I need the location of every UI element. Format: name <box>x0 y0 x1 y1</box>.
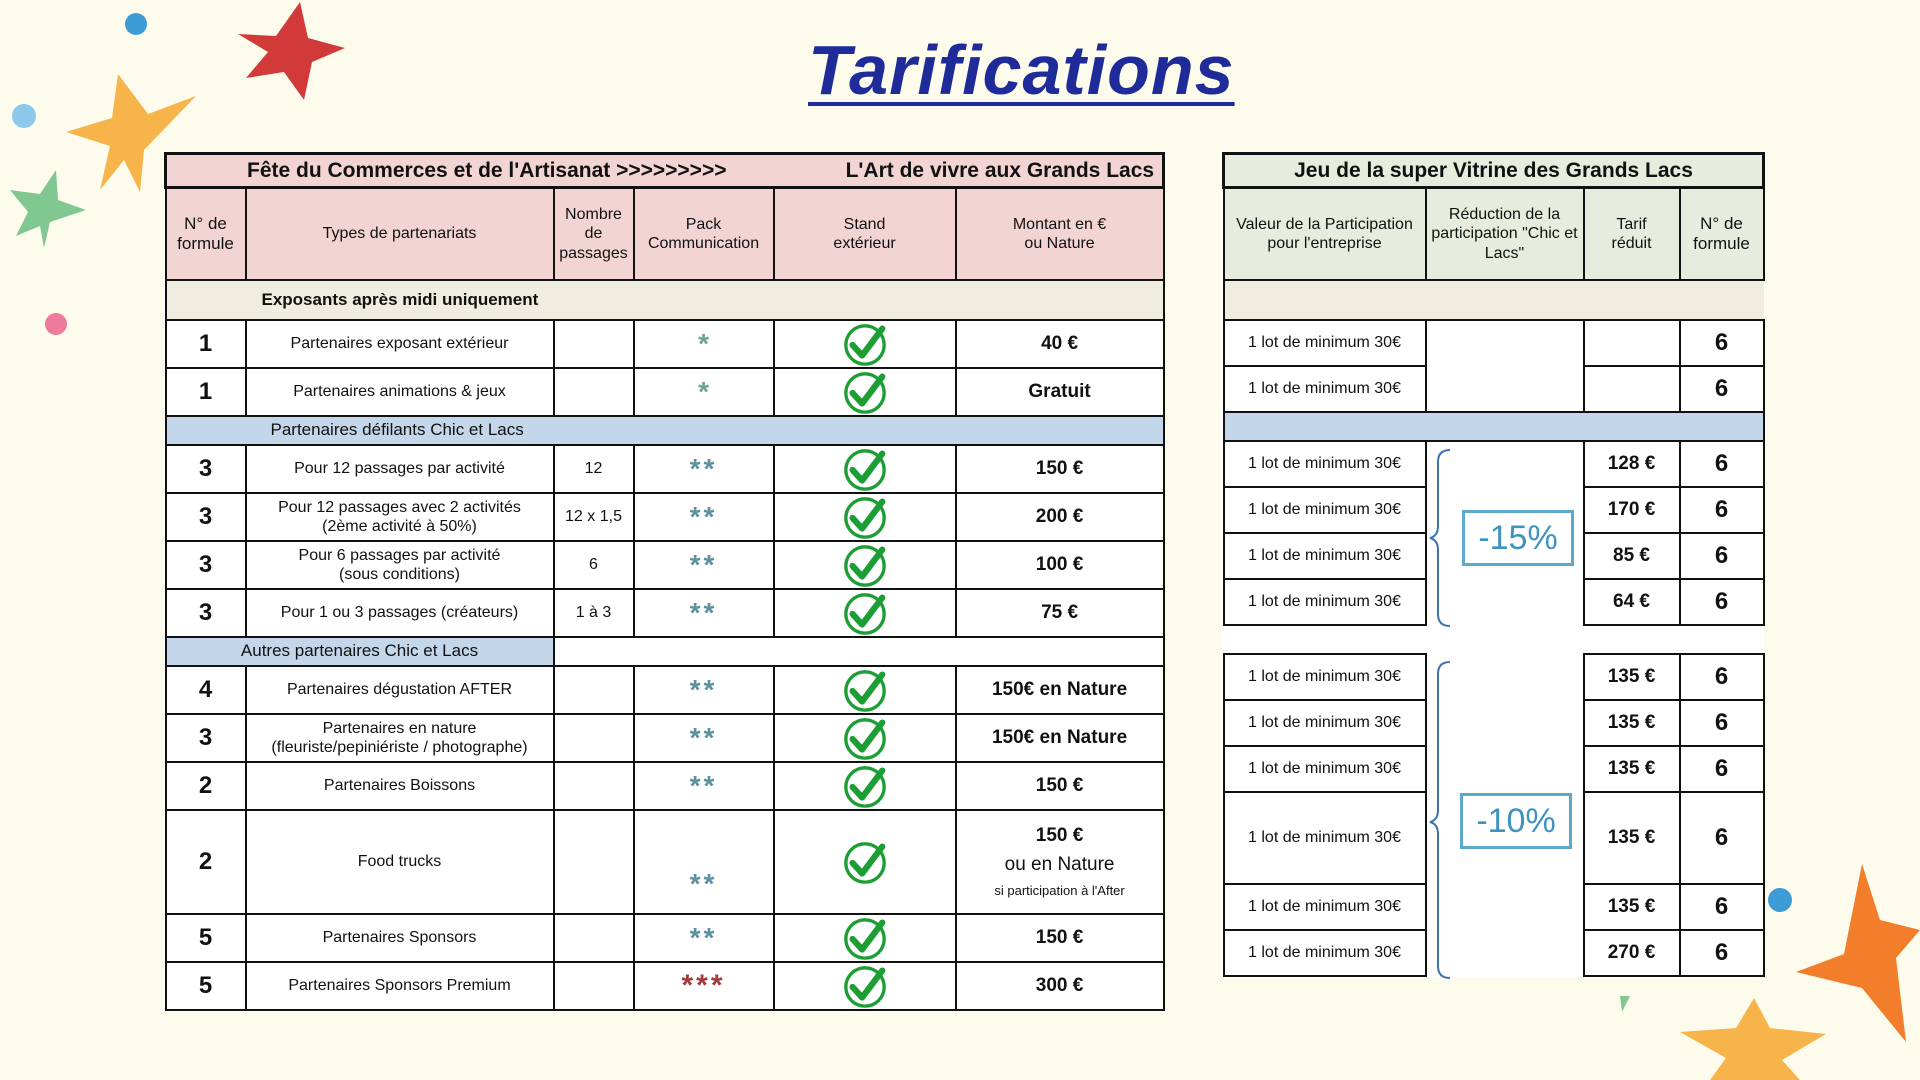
check-icon <box>842 321 888 367</box>
pack-stars: ** <box>634 914 774 962</box>
table-row: 5 Partenaires Sponsors ** 150 € <box>166 914 1164 962</box>
check-icon <box>842 667 888 713</box>
table-row: 4 Partenaires dégustation AFTER ** 150€ en Nature <box>166 666 1164 714</box>
discount-10-badge: -10% <box>1460 793 1572 849</box>
pack-stars: * <box>634 368 774 416</box>
header-passages: Nombre de passages <box>554 188 634 281</box>
section-defilants: Partenaires défilants Chic et Lacs <box>166 416 1164 445</box>
table-row: 1 lot de minimum 30€ 128 € 6 <box>1224 441 1764 487</box>
check-icon <box>842 839 888 885</box>
table-row: 5 Partenaires Sponsors Premium *** 300 € <box>166 962 1164 1010</box>
table-row: 2 Partenaires Boissons ** 150 € <box>166 762 1164 810</box>
table-row: 3 Pour 12 passages par activité 12 ** 150 € <box>166 445 1164 493</box>
table-row: 1 lot de minimum 30€ 170 € 6 <box>1224 487 1764 533</box>
table-row: 3 Pour 1 ou 3 passages (créateurs) 1 à 3 ** 75 € <box>166 589 1164 637</box>
page-title: Tarifications <box>808 31 1235 109</box>
header-valeur: Valeur de la Participation pour l'entreprise <box>1224 188 1426 281</box>
discount-15-badge: -15% <box>1462 510 1574 566</box>
vitrine-banner: Jeu de la super Vitrine des Grands Lacs <box>1224 154 1764 188</box>
event-subtitle: L'Art de vivre aux Grands Lacs <box>774 154 1164 188</box>
table-row: 2 Food trucks ** 150 € ou en Nature si participation à l'After <box>166 810 1164 914</box>
table-row: 3 Pour 12 passages avec 2 activités (2ème activité à 50%) 12 x 1,5 ** 200 € <box>166 493 1164 541</box>
table-row: 1 lot de minimum 30€ 270 € 6 <box>1224 930 1764 976</box>
table-row: 3 Pour 6 passages par activité (sous conditions) 6 ** 100 € <box>166 541 1164 589</box>
table-row: 1 lot de minimum 30€ 6 <box>1224 366 1764 412</box>
pack-stars: ** <box>634 762 774 810</box>
table-row: 1 lot de minimum 30€ 64 € 6 <box>1224 579 1764 625</box>
header-formule: N° de formule <box>166 188 246 281</box>
bracket-10-icon <box>1426 660 1456 980</box>
check-icon <box>842 494 888 540</box>
table-row: 1 lot de minimum 30€ 135 € 6 <box>1224 746 1764 792</box>
section-autres: Autres partenaires Chic et Lacs <box>166 637 554 666</box>
section-exposants: Exposants après midi uniquement <box>246 280 1164 320</box>
check-icon <box>842 542 888 588</box>
table-row: 1 lot de minimum 30€ 6 <box>1224 320 1764 366</box>
pack-stars: ** <box>634 589 774 637</box>
check-icon-cell <box>774 320 956 368</box>
check-icon <box>842 715 888 761</box>
pack-stars: ** <box>634 493 774 541</box>
table-row: 1 Partenaires exposant extérieur * 40 € <box>166 320 1164 368</box>
check-icon <box>842 763 888 809</box>
table-row: 1 lot de minimum 30€ 135 € 6 <box>1224 700 1764 746</box>
blue-dot-icon <box>1768 888 1792 912</box>
partnership-pricing-table <box>164 152 1162 1011</box>
red-star-icon <box>238 2 345 100</box>
header-formule-right: N° de formule <box>1680 188 1764 281</box>
header-stand: Stand extérieur <box>774 188 956 281</box>
table-row: 1 lot de minimum 30€ 85 € 6 <box>1224 533 1764 579</box>
orange-star-icon <box>1796 864 1920 1042</box>
check-icon <box>842 590 888 636</box>
pack-stars: ** <box>634 445 774 493</box>
green-shard-icon <box>1620 996 1630 1012</box>
pack-stars: * <box>634 320 774 368</box>
table-row: 1 lot de minimum 30€ 135 € 6 <box>1224 792 1764 884</box>
header-montant: Montant en € ou Nature <box>956 188 1164 281</box>
green-star-icon <box>10 170 86 248</box>
yellow-star-icon <box>1680 998 1826 1080</box>
header-type: Types de partenariats <box>246 188 554 281</box>
check-icon <box>842 369 888 415</box>
pack-stars: ** <box>634 666 774 714</box>
header-reduction: Réduction de la participation "Chic et Lacs" <box>1426 188 1584 281</box>
header-tarif: Tarif réduit <box>1584 188 1680 281</box>
table-row: 1 lot de minimum 30€ 135 € 6 <box>1224 654 1764 700</box>
pack-stars: *** <box>634 962 774 1010</box>
event-banner: Fête du Commerces et de l'Artisanat >>>>>>>>> <box>166 154 774 188</box>
blue-dot-icon <box>125 13 147 35</box>
check-icon <box>842 446 888 492</box>
pack-stars: ** <box>634 541 774 589</box>
pack-stars: ** <box>634 714 774 762</box>
check-icon <box>842 963 888 1009</box>
light-blue-dot-icon <box>12 104 36 128</box>
bracket-15-icon <box>1426 448 1456 628</box>
check-icon <box>842 915 888 961</box>
table-row: 3 Partenaires en nature (fleuriste/pepiniériste / photographe) ** 150€ en Nature <box>166 714 1164 762</box>
header-pack: Pack Communication <box>634 188 774 281</box>
table-row: 1 Partenaires animations & jeux * Gratuit <box>166 368 1164 416</box>
table-row: 1 lot de minimum 30€ 135 € 6 <box>1224 884 1764 930</box>
pack-stars: ** <box>634 810 774 914</box>
pink-dot-icon <box>45 313 67 335</box>
